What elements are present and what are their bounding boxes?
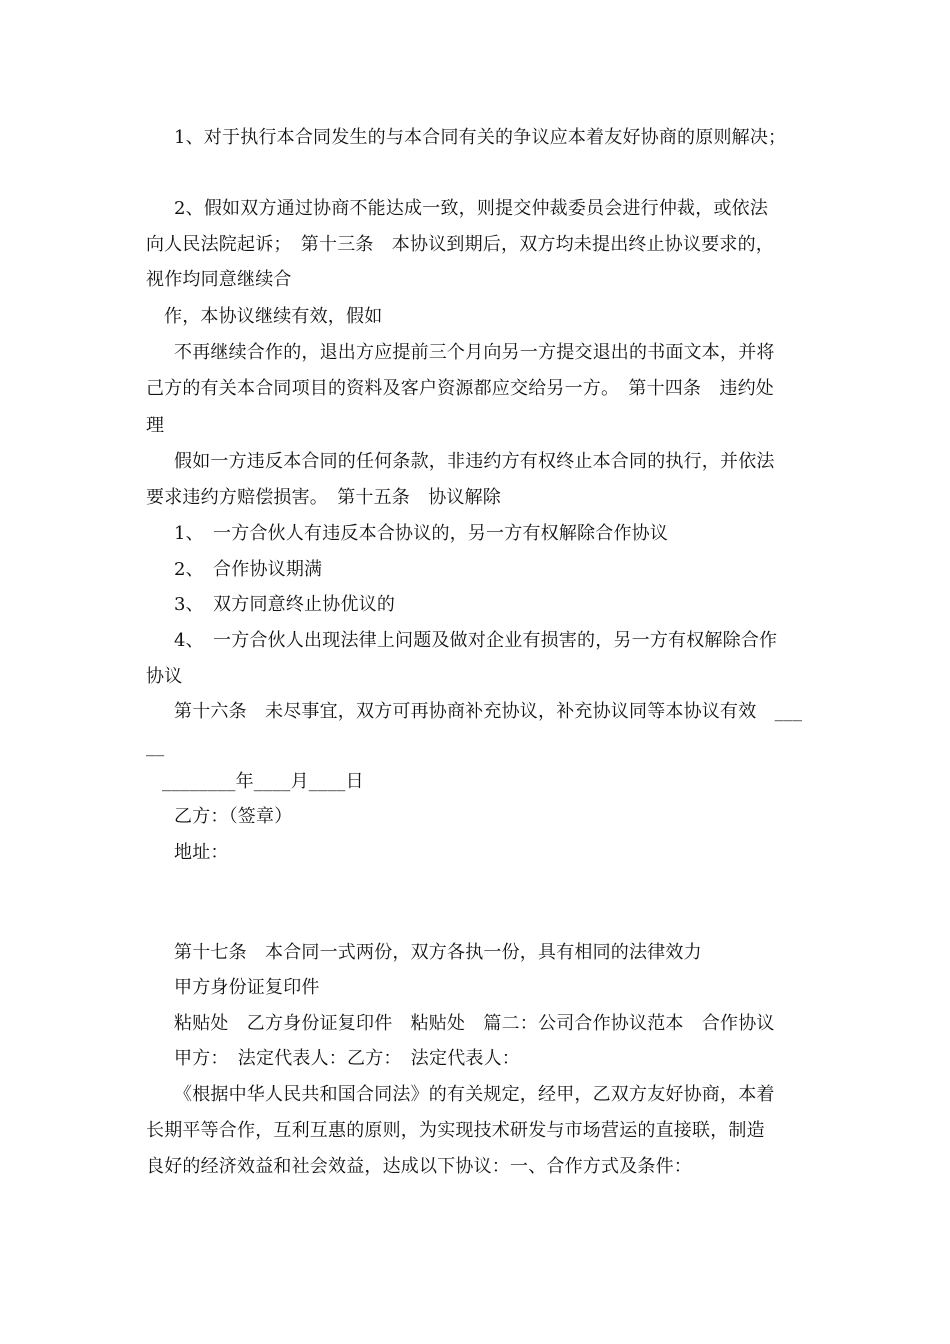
text-line: 协议 — [146, 666, 183, 687]
text-line: 第十七条 本合同一式两份，双方各执一份，具有相同的法律效力 — [174, 942, 702, 963]
text-line: 作，本协议继续有效，假如 — [164, 306, 383, 327]
text-line: 假如一方违反本合同的任何条款，非违约方有权终止本合同的执行，并依法 — [174, 451, 775, 472]
text-line: 良好的经济效益和社会效益，达成以下协议：一、合作方式及条件： — [146, 1156, 692, 1177]
text-line: 要求违约方赔偿损害。 第十五条 协议解除 — [146, 487, 501, 508]
text-line: 2、 合作协议期满 — [174, 559, 323, 580]
text-line: 甲方身份证复印件 — [174, 977, 320, 998]
text-line: 1、 一方合伙人有违反本合协议的，另一方有权解除合作协议 — [174, 523, 669, 544]
text-line: 4、 一方合伙人出现法律上问题及做对企业有损害的，另一方有权解除合作 — [174, 630, 778, 651]
text-line: 2、假如双方通过协商不能达成一致，则提交仲裁委员会进行仲裁，或依法 — [174, 198, 769, 219]
text-line: 己方的有关本合同项目的资料及客户资源都应交给另一方。 第十四条 违约处 — [146, 378, 774, 399]
text-line: 地址： — [174, 842, 229, 863]
text-line: 乙方：（签章） — [174, 806, 293, 827]
text-line: 不再继续合作的，退出方应提前三个月向另一方提交退出的书面文本，并将 — [174, 342, 775, 363]
text-line: 1、对于执行本合同发生的与本合同有关的争议应本着友好协商的原则解决； — [174, 127, 787, 148]
date-line: ________年____月____日 — [162, 771, 364, 792]
text-line: 长期平等合作，互利互惠的原则，为实现技术研发与市场营运的直接联，制造 — [146, 1120, 765, 1141]
text-line: 视作均同意继续合 — [146, 269, 292, 290]
text-line: 粘贴处 乙方身份证复印件 粘贴处 篇二：公司合作协议范本 合作协议 — [174, 1013, 775, 1034]
text-line: 《根据中华人民共和国合同法》的有关规定，经甲，乙双方友好协商，本着 — [174, 1084, 775, 1105]
text-line: 甲方： 法定代表人：乙方： 法定代表人： — [174, 1048, 520, 1069]
text-line: 理 — [146, 415, 165, 436]
text-line: __ — [146, 736, 165, 757]
text-line: 3、 双方同意终止协优议的 — [174, 594, 396, 615]
text-line: 向人民法院起诉； 第十三条 本协议到期后，双方均未提出终止协议要求的， — [146, 234, 774, 255]
text-line: 第十六条 未尽事宜，双方可再协商补充协议，补充协议同等本协议有效 ___ — [174, 701, 803, 722]
